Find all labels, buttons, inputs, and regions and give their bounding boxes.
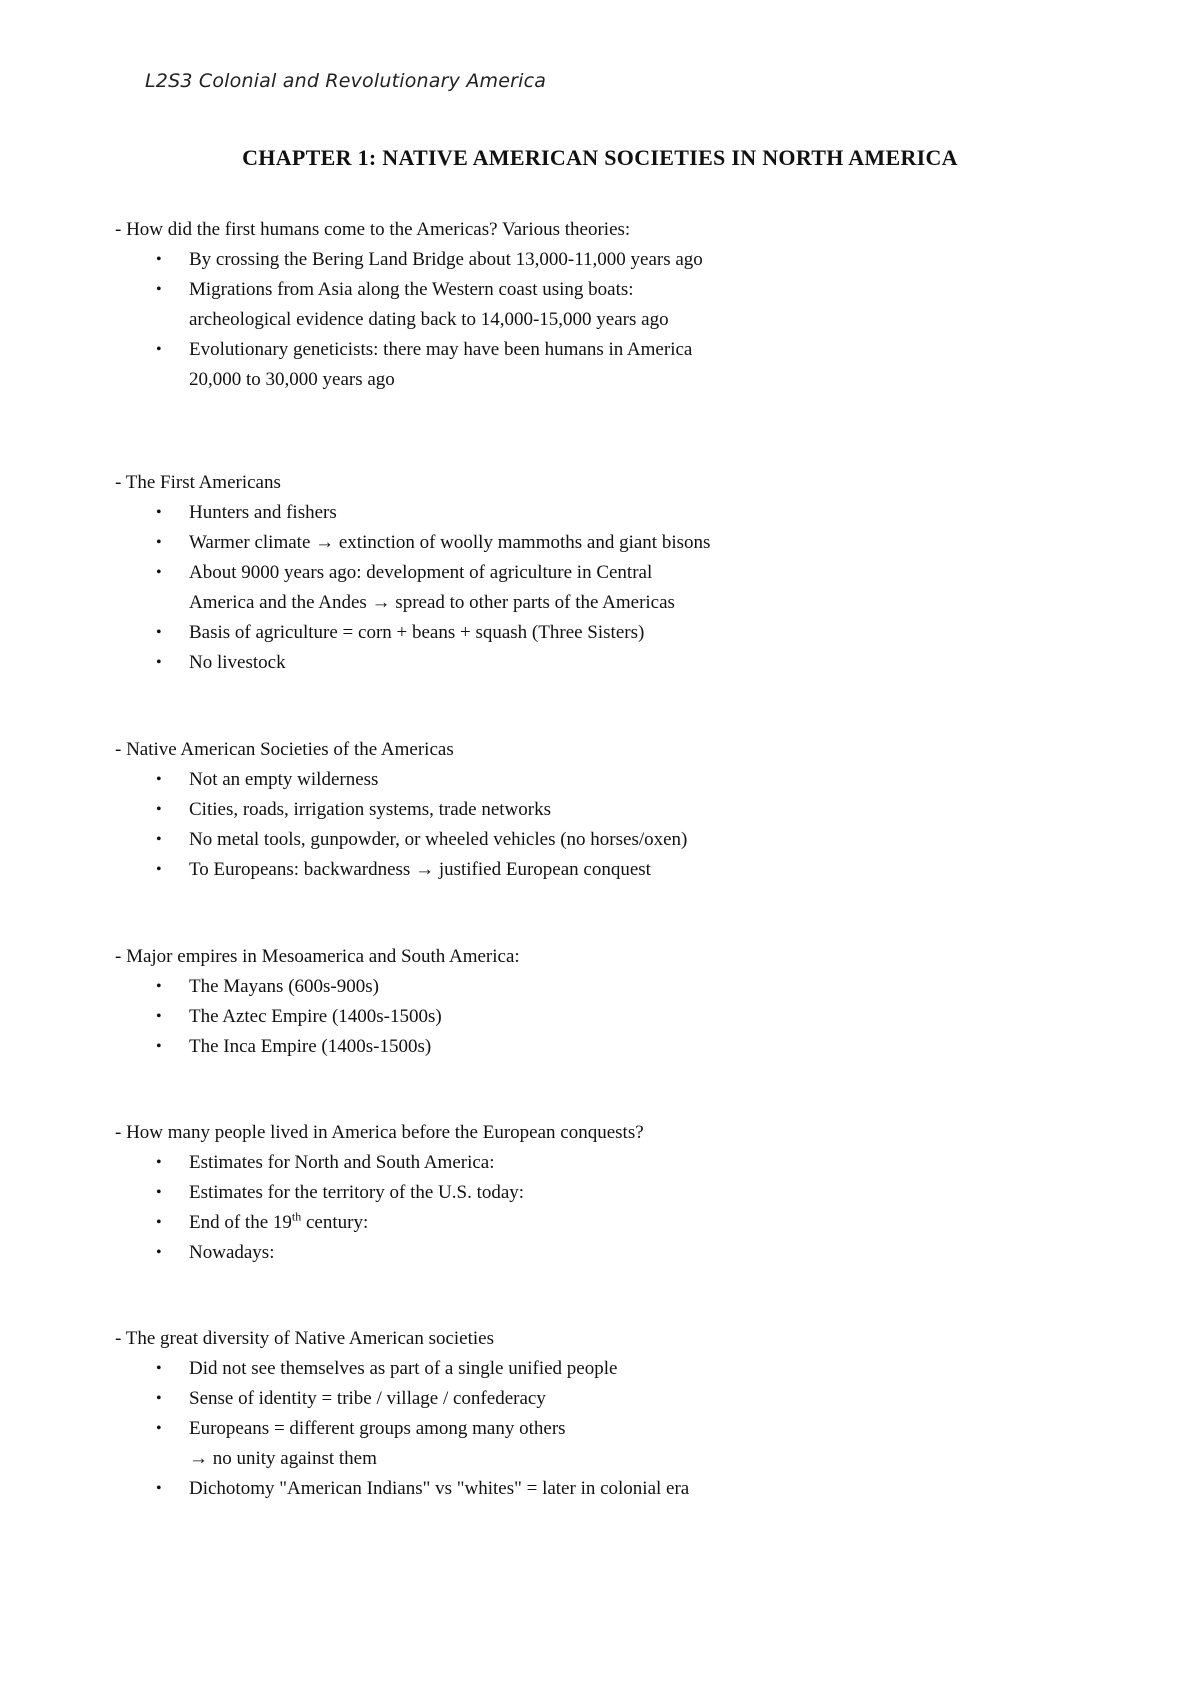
bullet-icon: • — [156, 654, 162, 671]
section-heading: - Native American Societies of the Americas — [115, 739, 454, 760]
bullet-icon: • — [156, 1360, 162, 1377]
list-item: • Migrations from Asia along the Western coast using boats: archeological evidence dating back to 14,000-15,000 years ago — [115, 275, 1115, 335]
list-item: • The Inca Empire (1400s-1500s) — [115, 1032, 1115, 1062]
bullet-icon: • — [156, 1420, 162, 1437]
bullet-icon: • — [156, 564, 162, 581]
list-item: • End of the 19th century: — [115, 1208, 1115, 1238]
section-heading: - How many people lived in America before the European conquests? — [115, 1122, 644, 1143]
section-first-americans — [115, 468, 1115, 678]
bullet-icon: • — [156, 251, 162, 268]
list-item: • Dichotomy "American Indians" vs "whites" = later in colonial era — [115, 1474, 1115, 1504]
list-item: • No metal tools, gunpowder, or wheeled vehicles (no horses/oxen) — [115, 825, 1115, 855]
chapter-title: CHAPTER 1: NATIVE AMERICAN SOCIETIES IN NORTH AMERICA — [242, 145, 958, 170]
section-heading: - The First Americans — [115, 472, 281, 493]
bullet-icon: • — [156, 801, 162, 818]
list-item: • Nowadays: — [115, 1238, 1115, 1268]
bullet-icon: • — [156, 978, 162, 995]
list-item: • Sense of identity = tribe / village / confederacy — [115, 1384, 1115, 1414]
bullet-icon: • — [156, 771, 162, 788]
list-item: • Did not see themselves as part of a single unified people — [115, 1354, 1115, 1384]
list-item: • The Mayans (600s-900s) — [115, 972, 1115, 1002]
bullet-icon: • — [156, 1480, 162, 1497]
bullet-list — [115, 1354, 1115, 1504]
bullet-list — [115, 245, 1115, 395]
list-item: • Europeans = different groups among many others → no unity against them — [115, 1414, 1115, 1474]
bullet-icon: • — [156, 1008, 162, 1025]
section-diversity — [115, 1324, 1115, 1504]
list-item: • By crossing the Bering Land Bridge about 13,000-11,000 years ago — [115, 245, 1115, 275]
bullet-icon: • — [156, 1390, 162, 1407]
list-item: • The Aztec Empire (1400s-1500s) — [115, 1002, 1115, 1032]
list-item: • Estimates for North and South America: — [115, 1148, 1115, 1178]
bullet-list — [115, 498, 1115, 678]
list-item: • Basis of agriculture = corn + beans + squash (Three Sisters) — [115, 618, 1115, 648]
bullet-icon: • — [156, 1184, 162, 1201]
list-item: • Warmer climate → extinction of woolly mammoths and giant bisons — [115, 528, 1115, 558]
section-major-empires — [115, 942, 1115, 1062]
list-item: • Cities, roads, irrigation systems, trade networks — [115, 795, 1115, 825]
bullet-list — [115, 765, 1115, 885]
list-item: • Estimates for the territory of the U.S. today: — [115, 1178, 1115, 1208]
bullet-icon: • — [156, 504, 162, 521]
section-first-humans — [115, 215, 1115, 395]
bullet-icon: • — [156, 861, 162, 878]
list-item: • Evolutionary geneticists: there may have been humans in America 20,000 to 30,000 years ago — [115, 335, 1115, 395]
bullet-icon: • — [156, 1154, 162, 1171]
bullet-icon: • — [156, 281, 162, 298]
bullet-icon: • — [156, 624, 162, 641]
bullet-icon: • — [156, 831, 162, 848]
section-population — [115, 1118, 1115, 1268]
bullet-icon: • — [156, 341, 162, 358]
section-heading: - How did the first humans come to the Americas? Various theories: — [115, 219, 631, 240]
bullet-list — [115, 972, 1115, 1062]
bullet-icon: • — [156, 1244, 162, 1261]
section-heading: - The great diversity of Native American societies — [115, 1328, 494, 1349]
section-native-societies — [115, 735, 1115, 885]
list-item: • To Europeans: backwardness → justified European conquest — [115, 855, 1115, 885]
list-item: • Not an empty wilderness — [115, 765, 1115, 795]
course-header: L2S3 Colonial and Revolutionary America — [145, 70, 547, 92]
list-item: • Hunters and fishers — [115, 498, 1115, 528]
bullet-icon: • — [156, 1214, 162, 1231]
bullet-icon: • — [156, 534, 162, 551]
list-item: • About 9000 years ago: development of agriculture in Central America and the Andes → spread to other parts of the Americas — [115, 558, 1115, 618]
section-heading: - Major empires in Mesoamerica and South America: — [115, 946, 520, 967]
list-item: • No livestock — [115, 648, 1115, 678]
bullet-list — [115, 1148, 1115, 1268]
bullet-icon: • — [156, 1038, 162, 1055]
